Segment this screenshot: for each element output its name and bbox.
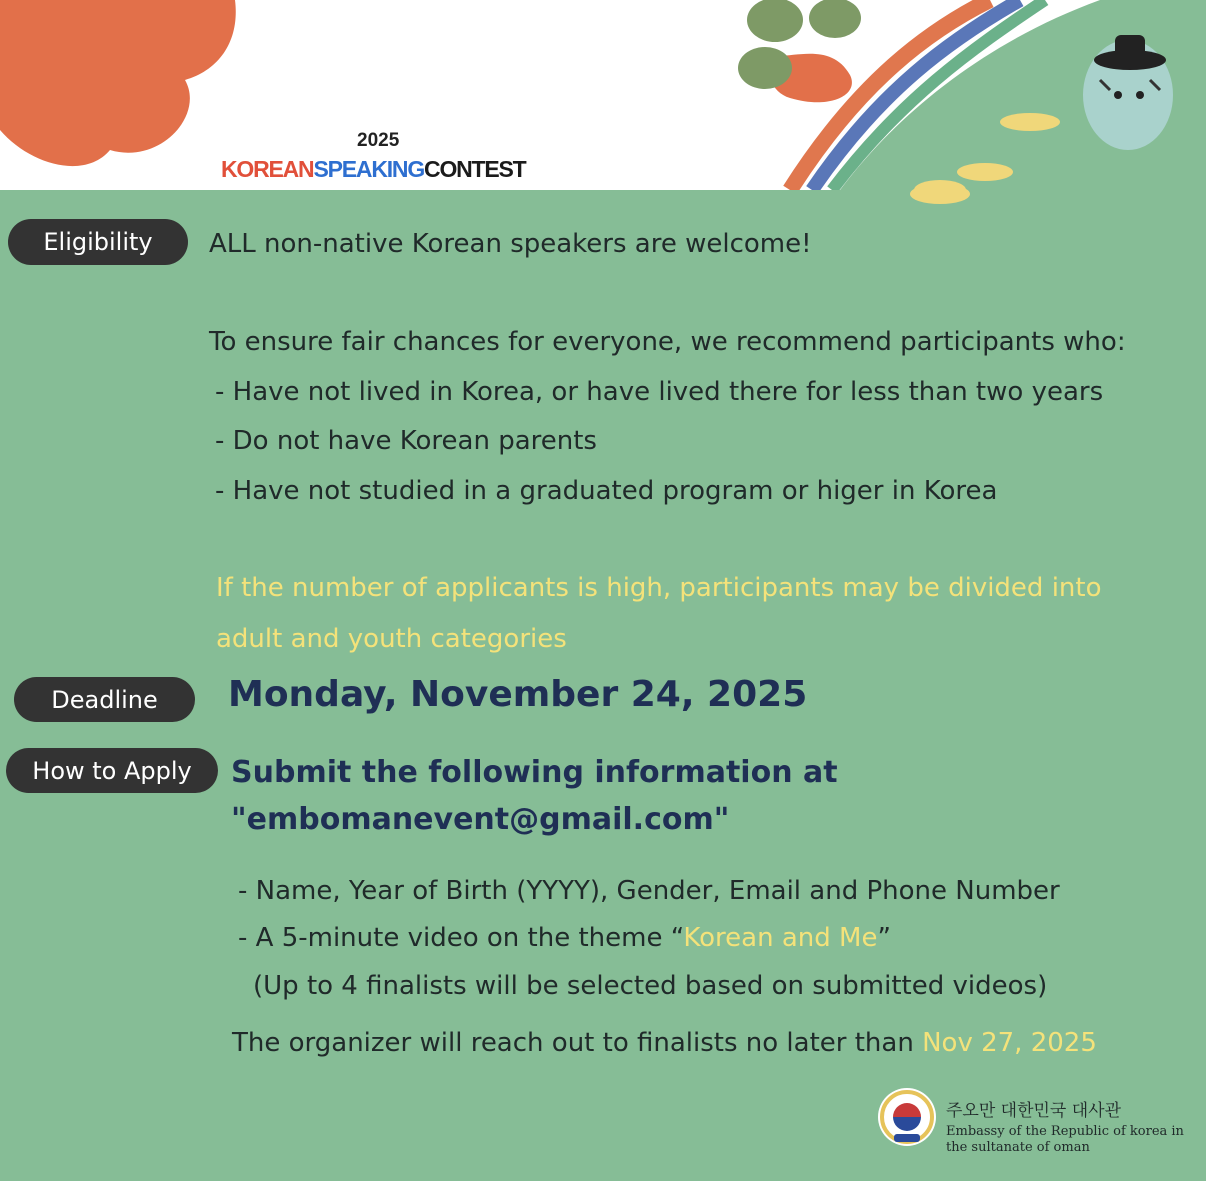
yellow-cloud bbox=[1000, 113, 1060, 131]
apply-item-video-theme: Korean and Me bbox=[683, 923, 878, 953]
embassy-name-korean: 주오만 대한민국 대사관 bbox=[946, 1101, 1122, 1121]
contest-year: 2025 bbox=[357, 130, 400, 151]
apply-reach-out bbox=[232, 1028, 1097, 1058]
eligibility-welcome: ALL non-native Korean speakers are welcome! bbox=[209, 229, 812, 259]
apply-item-finalists: (Up to 4 finalists will be selected based on submitted videos) bbox=[253, 971, 1048, 1001]
eligibility-note-line1: If the number of applicants is high, participants may be divided into bbox=[216, 573, 1102, 603]
embassy-seal-icon bbox=[876, 1086, 938, 1148]
eligibility-note-line2: adult and youth categories bbox=[216, 624, 567, 654]
eligibility-criterion: - Have not lived in Korea, or have lived there for less than two years bbox=[215, 377, 1104, 407]
apply-item-video bbox=[238, 923, 891, 953]
embassy-name-english: Embassy of the Republic of korea in the sultanate of oman bbox=[946, 1124, 1184, 1155]
deadline-label: Deadline bbox=[14, 677, 195, 722]
how-to-apply-label: How to Apply bbox=[6, 748, 218, 793]
orange-flower-shape bbox=[0, 0, 236, 166]
contest-title bbox=[221, 156, 526, 183]
eligibility-criterion: - Have not studied in a graduated program or higer in Korea bbox=[215, 476, 998, 506]
eligibility-label: Eligibility bbox=[8, 219, 188, 265]
apply-reach-prefix: The organizer will reach out to finalists no later than bbox=[232, 1028, 923, 1058]
apply-reach-date: Nov 27, 2025 bbox=[922, 1028, 1097, 1058]
apply-submit-line1: Submit the following information at bbox=[231, 755, 838, 790]
header-decoration bbox=[0, 0, 1206, 190]
pine-leaf bbox=[738, 47, 792, 89]
pine-leaf bbox=[747, 0, 803, 42]
deadline-date: Monday, November 24, 2025 bbox=[228, 674, 808, 715]
header-banner bbox=[0, 0, 1206, 190]
yellow-cloud-decoration bbox=[900, 178, 1040, 218]
apply-item-personal-info: - Name, Year of Birth (YYYY), Gender, Email and Phone Number bbox=[238, 876, 1060, 906]
apply-email[interactable]: "embomanevent@gmail.com" bbox=[231, 802, 730, 837]
apply-item-video-suffix: ” bbox=[877, 923, 891, 953]
eligibility-criterion: - Do not have Korean parents bbox=[215, 426, 597, 456]
title-korean: KOREAN bbox=[221, 156, 314, 182]
title-contest: CONTEST bbox=[424, 156, 526, 182]
title-speaking: SPEAKING bbox=[313, 156, 425, 182]
eligibility-recommend-intro: To ensure fair chances for everyone, we recommend participants who: bbox=[209, 327, 1126, 357]
pine-leaf bbox=[809, 0, 861, 38]
apply-item-video-prefix: - A 5-minute video on the theme “ bbox=[238, 923, 684, 953]
